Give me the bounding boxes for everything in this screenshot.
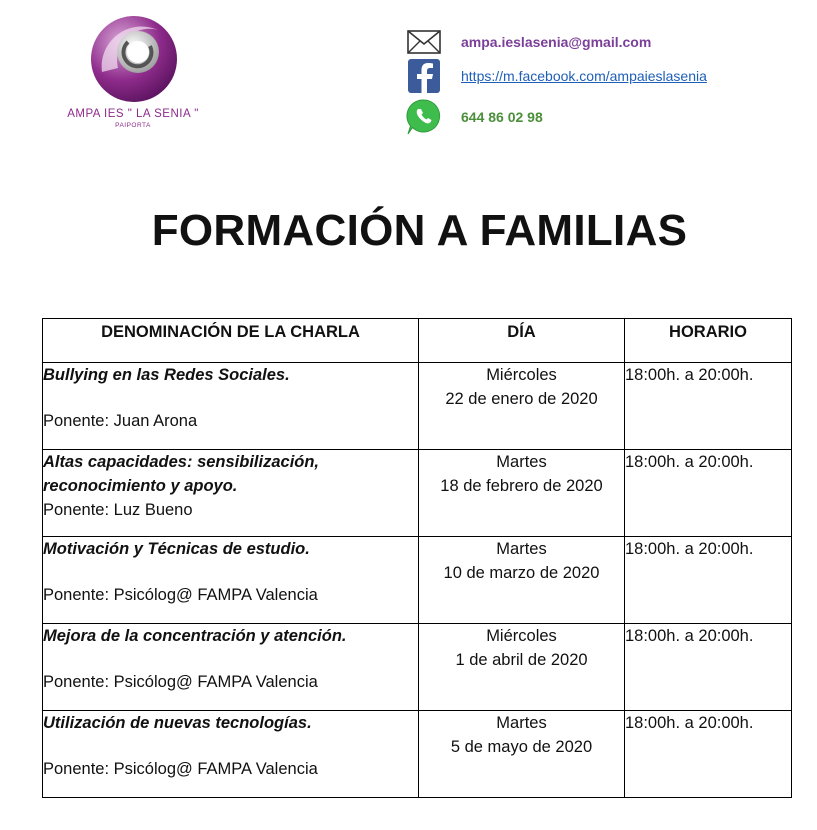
- column-header-time: HORARIO: [625, 319, 792, 363]
- day-cell: [419, 450, 625, 537]
- talk-title: Mejora de la concentración y atención.: [43, 627, 347, 645]
- weekday: Martes: [496, 540, 547, 558]
- email-link[interactable]: ampa.ieslasenia@gmail.com: [461, 34, 652, 50]
- table-row: [43, 537, 792, 624]
- day-cell: [419, 711, 625, 798]
- table-row: [43, 363, 792, 450]
- contact-whatsapp: [404, 99, 543, 135]
- time-cell: 18:00h. a 20:00h.: [625, 624, 792, 711]
- contact-facebook: [404, 58, 707, 94]
- talk-speaker: Ponente: Luz Bueno: [43, 501, 193, 519]
- table-row: [43, 624, 792, 711]
- talk-cell: [43, 624, 419, 711]
- day-cell: [419, 624, 625, 711]
- time-cell: 18:00h. a 20:00h.: [625, 711, 792, 798]
- whatsapp-number[interactable]: 644 86 02 98: [461, 109, 543, 125]
- weekday: Miércoles: [486, 366, 557, 384]
- ampa-logo: [48, 12, 218, 129]
- talk-cell: [43, 711, 419, 798]
- date: 1 de abril de 2020: [455, 651, 588, 669]
- talk-cell: [43, 450, 419, 537]
- time-cell: 18:00h. a 20:00h.: [625, 537, 792, 624]
- whatsapp-icon: [404, 98, 444, 136]
- weekday: Miércoles: [486, 627, 557, 645]
- talk-title: Utilización de nuevas tecnologías.: [43, 714, 312, 732]
- logo-name: AMPA IES " LA SENIA ": [67, 108, 199, 120]
- column-header-day: DÍA: [419, 319, 625, 363]
- talk-speaker: Ponente: Psicólog@ FAMPA Valencia: [43, 673, 318, 691]
- day-cell: [419, 363, 625, 450]
- date: 5 de mayo de 2020: [450, 738, 593, 756]
- logo-mark-icon: [88, 12, 180, 106]
- table-header-row: [43, 319, 792, 363]
- time-cell: 18:00h. a 20:00h.: [625, 363, 792, 450]
- facebook-link[interactable]: https://m.facebook.com/ampaieslasenia: [461, 68, 707, 84]
- envelope-icon: [404, 30, 444, 54]
- contact-email: [404, 24, 651, 60]
- date: 22 de enero de 2020: [445, 390, 598, 408]
- date: 18 de febrero de 2020: [440, 477, 603, 495]
- talk-speaker: Ponente: Psicólog@ FAMPA Valencia: [43, 760, 318, 778]
- date: 10 de marzo de 2020: [443, 564, 600, 582]
- talk-cell: [43, 537, 419, 624]
- talk-title: Motivación y Técnicas de estudio.: [43, 540, 310, 558]
- column-header-talk: DENOMINACIÓN DE LA CHARLA: [43, 319, 419, 363]
- talk-speaker: Ponente: Juan Arona: [43, 412, 198, 430]
- talks-table: [42, 318, 792, 798]
- table-row: [43, 711, 792, 798]
- page-title: FORMACIÓN A FAMILIAS: [151, 206, 688, 255]
- weekday: Martes: [496, 714, 547, 732]
- day-cell: [419, 537, 625, 624]
- talk-speaker: Ponente: Psicólog@ FAMPA Valencia: [43, 586, 318, 604]
- facebook-icon: [404, 59, 444, 93]
- time-cell: 18:00h. a 20:00h.: [625, 450, 792, 537]
- weekday: Martes: [496, 453, 547, 471]
- logo-town: PAIPORTA: [115, 122, 151, 129]
- talk-title: Bullying en las Redes Sociales.: [43, 366, 290, 384]
- talk-cell: [43, 363, 419, 450]
- talk-title: Altas capacidades: sensibilización, reconocimiento y apoyo.: [43, 453, 320, 495]
- table-row: [43, 450, 792, 537]
